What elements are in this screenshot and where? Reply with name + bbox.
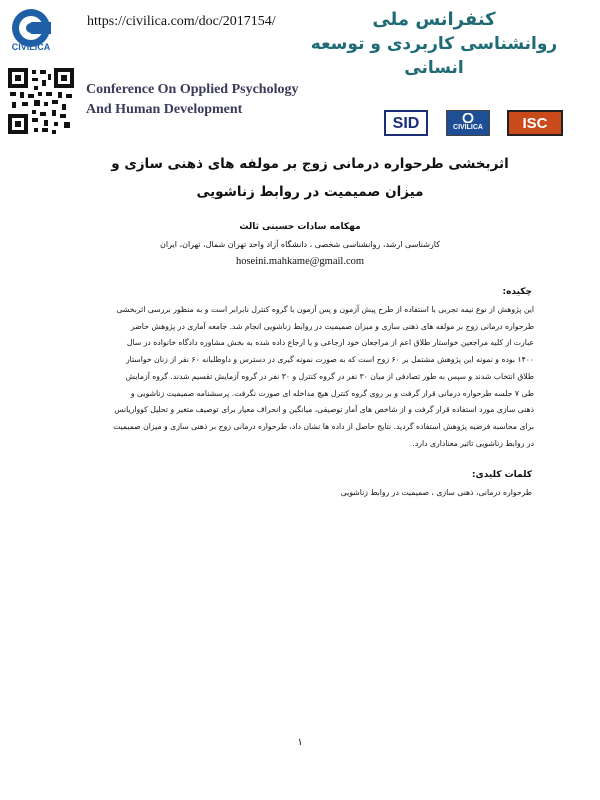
qr-code-icon xyxy=(8,68,74,134)
civilica-badge-icon xyxy=(461,113,475,123)
document-url[interactable]: https://civilica.com/doc/2017154/ xyxy=(87,14,276,29)
abstract-line: ذهنی سازی مورد استفاده قرار گرفت و از شاخص های آمار توصیفی، میانگین و انحراف معیار برای توصیف متغیر و تحلیل کوواریانس xyxy=(114,405,534,415)
abstract-line: طی ۷ جلسه طرحواره درمانی قرار گرفت و بر روی گروه کنترل هیچ مداخله ای صورت نگرفت. پرسشنامه صمیمیت زناشویی و xyxy=(130,388,534,398)
conference-title-en-line1: Conference On Opplied Psychology xyxy=(86,82,299,97)
abstract-line: طلاق انتخاب شدند و سپس به طور تصادفی از میان ۳۰ نفر در گروه کنترل و ۳۰ نفر در گروه آزمایش تقسیم شدند. گروه آزمایش xyxy=(125,371,534,381)
abstract-body xyxy=(64,302,534,452)
abstract-heading: چکیده: xyxy=(502,287,532,297)
isc-badge: ISC xyxy=(507,110,563,136)
abstract-line: در روابط زناشویی تاثیر معناداری دارد. xyxy=(412,438,534,448)
abstract-line: ۱۴۰۰ بوده و نمونه این پژوهش مشتمل بر ۶۰ زوج است که به صورت نمونه گیری در دسترس و داوطلبانه ۶۰ نفر از زنان خواستار xyxy=(125,355,534,365)
abstract-line: عبارت از کلیه مراجعین خواستار طلاق اعم از مراجعان خود ارجاعی و یا ارجاع داده شده به بخش مشاوره دادگاه خانواده در سال xyxy=(126,338,534,348)
civilica-badge xyxy=(446,110,490,136)
abstract-line: برای محاسبه فرضیه پژوهش استفاده گردید. نتایج حاصل از داده ها نشان داد، طرحواره درمانی زوج بر ذهنی سازی و میزان صمیمیت xyxy=(113,421,534,431)
civilica-logo-text: CIVILICA xyxy=(11,42,51,52)
author-name: مهکامه سادات حسینی ثالث xyxy=(239,222,361,232)
civilica-badge-label: CIVILICA xyxy=(453,124,483,131)
author-affiliation: کارشناسی ارشد، روانشناسی شخصی ، دانشگاه آزاد واحد تهران شمال، تهران، ایران xyxy=(159,240,441,249)
abstract-line: این پژوهش از نوع نیمه تجربی با استفاده از طرح پیش آزمون و پس آزمون با گروه کنترل نابرابر است و به منظور بررسی اثربخشی xyxy=(116,305,534,314)
paper-title: اثربخشی طرحواره درمانی زوج بر مولفه های ذهنی سازی و میزان صمیمیت در روابط زناشویی xyxy=(111,156,509,200)
conference-title-en xyxy=(86,80,298,120)
sid-badge: SID xyxy=(384,110,428,136)
conference-title-fa-line2: روانشناسی کاربردی و توسعه انسانی xyxy=(310,34,558,78)
page-header xyxy=(0,0,600,145)
conference-title-fa xyxy=(284,8,584,80)
conference-title-en-line2: And Human Development xyxy=(86,102,243,117)
author-email[interactable]: hoseini.mahkame@gmail.com xyxy=(235,256,365,267)
keywords: طرحواره درمانی، ذهنی سازی ، صمیمیت در روابط زناشویی xyxy=(340,488,532,497)
page-number: ۱ xyxy=(297,737,303,748)
abstract-line: طرحواره درمانی زوج بر مولفه های ذهنی سازی و میزان صمیمیت در روابط زناشویی انجام شد. جامعه آماری در پژوهش حاضر xyxy=(131,321,534,331)
conference-title-fa-line1: کنفرانس ملی xyxy=(372,9,496,30)
keywords-heading: کلمات کلیدی: xyxy=(471,470,532,480)
